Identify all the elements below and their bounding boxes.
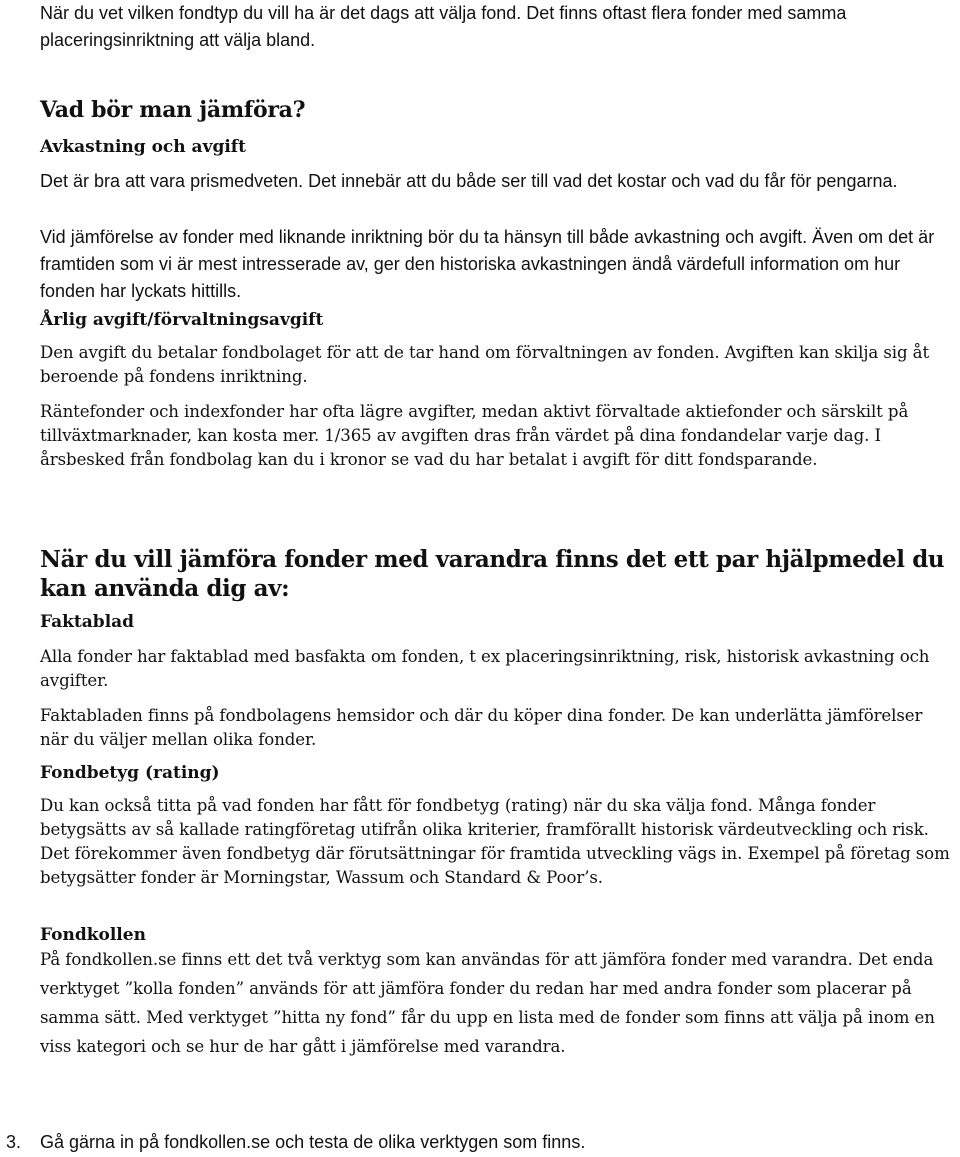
faktablad-paragraph-1: Alla fonder har faktablad med basfakta om fonden, t ex placeringsinriktning, risk, historisk avkastning och avgifter. — [40, 647, 930, 690]
rating-heading: Fondbetyg (rating) — [40, 763, 220, 783]
tools-heading: När du vill jämföra fonder med varandra finns det ett par hjälpmedel du kan använda dig av: — [40, 546, 945, 602]
intro-paragraph: När du vet vilken fondtyp du vill ha är det dags att välja fond. Det finns oftast flera fonder med samma placeringsinriktning att välja bland. — [40, 3, 847, 50]
fee-definition-paragraph: Den avgift du betalar fondbolaget för att de tar hand om förvaltningen av fonden. Avgiften kan skilja sig åt beroende på fondens inriktning. — [40, 343, 930, 386]
fee-detail-paragraph: Räntefonder och indexfonder har ofta lägre avgifter, medan aktivt förvaltade aktiefonder och särskilt på tillväxtmarknader, kan kosta mer. 1/365 av avgiften dras från värdet på dina fondandelar varje dag. I årsbesked från fondbolag kan du i kronor se vad du har betalat i avgift för ditt fondsparande. — [40, 402, 909, 469]
fondkollen-paragraph: På fondkollen.se finns ett det två verktyg som kan användas för att jämföra fonder med varandra. Det enda verktyget ”kolla fonden” används för att jämföra fonder du redan har med andra fonder som placerar på samma sätt. Med verktyget ”hitta ny fond” får du upp en lista med de fonder som finns att välja på inom en viss kategori och se hur de har gått i jämförelse med varandra. — [40, 950, 935, 1056]
comparison-paragraph: Vid jämförelse av fonder med liknande inriktning bör du ta hänsyn till både avkastning och avgift. Även om det är framtiden som vi är mest intresserade av, ger den historiska avkastningen ändå värdefull information om hur fonden har lyckats hittills. — [40, 227, 935, 301]
return-fee-subheading: Avkastning och avgift — [40, 137, 246, 157]
faktablad-heading: Faktablad — [40, 612, 135, 632]
faktablad-paragraph-2: Faktabladen finns på fondbolagens hemsidor och där du köper dina fonder. De kan underlätta jämförelser när du väljer mellan olika fonder. — [40, 706, 923, 749]
list-item-text: Gå gärna in på fondkollen.se och testa de olika verktygen som finns. — [40, 1132, 586, 1152]
price-aware-paragraph: Det är bra att vara prismedveten. Det innebär att du både ser till vad det kostar och vad du får för pengarna. — [40, 171, 898, 191]
list-item-number: 3. — [6, 1132, 22, 1152]
rating-paragraph: Du kan också titta på vad fonden har fått för fondbetyg (rating) när du ska välja fond. Många fonder betygsätts av så kallade ratingföretag utifrån olika kriterier, framförallt historisk värdeutveckling och risk. Det förekommer även fondbetyg där förutsättningar för framtida utveckling vägs in. Exempel på företag som betygsätter fonder är Morningstar, Wassum och Standard & Poor’s. — [40, 796, 950, 887]
fondkollen-heading: Fondkollen — [40, 925, 146, 945]
annual-fee-heading: Årlig avgift/förvaltningsavgift — [40, 310, 324, 330]
compare-heading: Vad bör man jämföra? — [40, 97, 306, 123]
